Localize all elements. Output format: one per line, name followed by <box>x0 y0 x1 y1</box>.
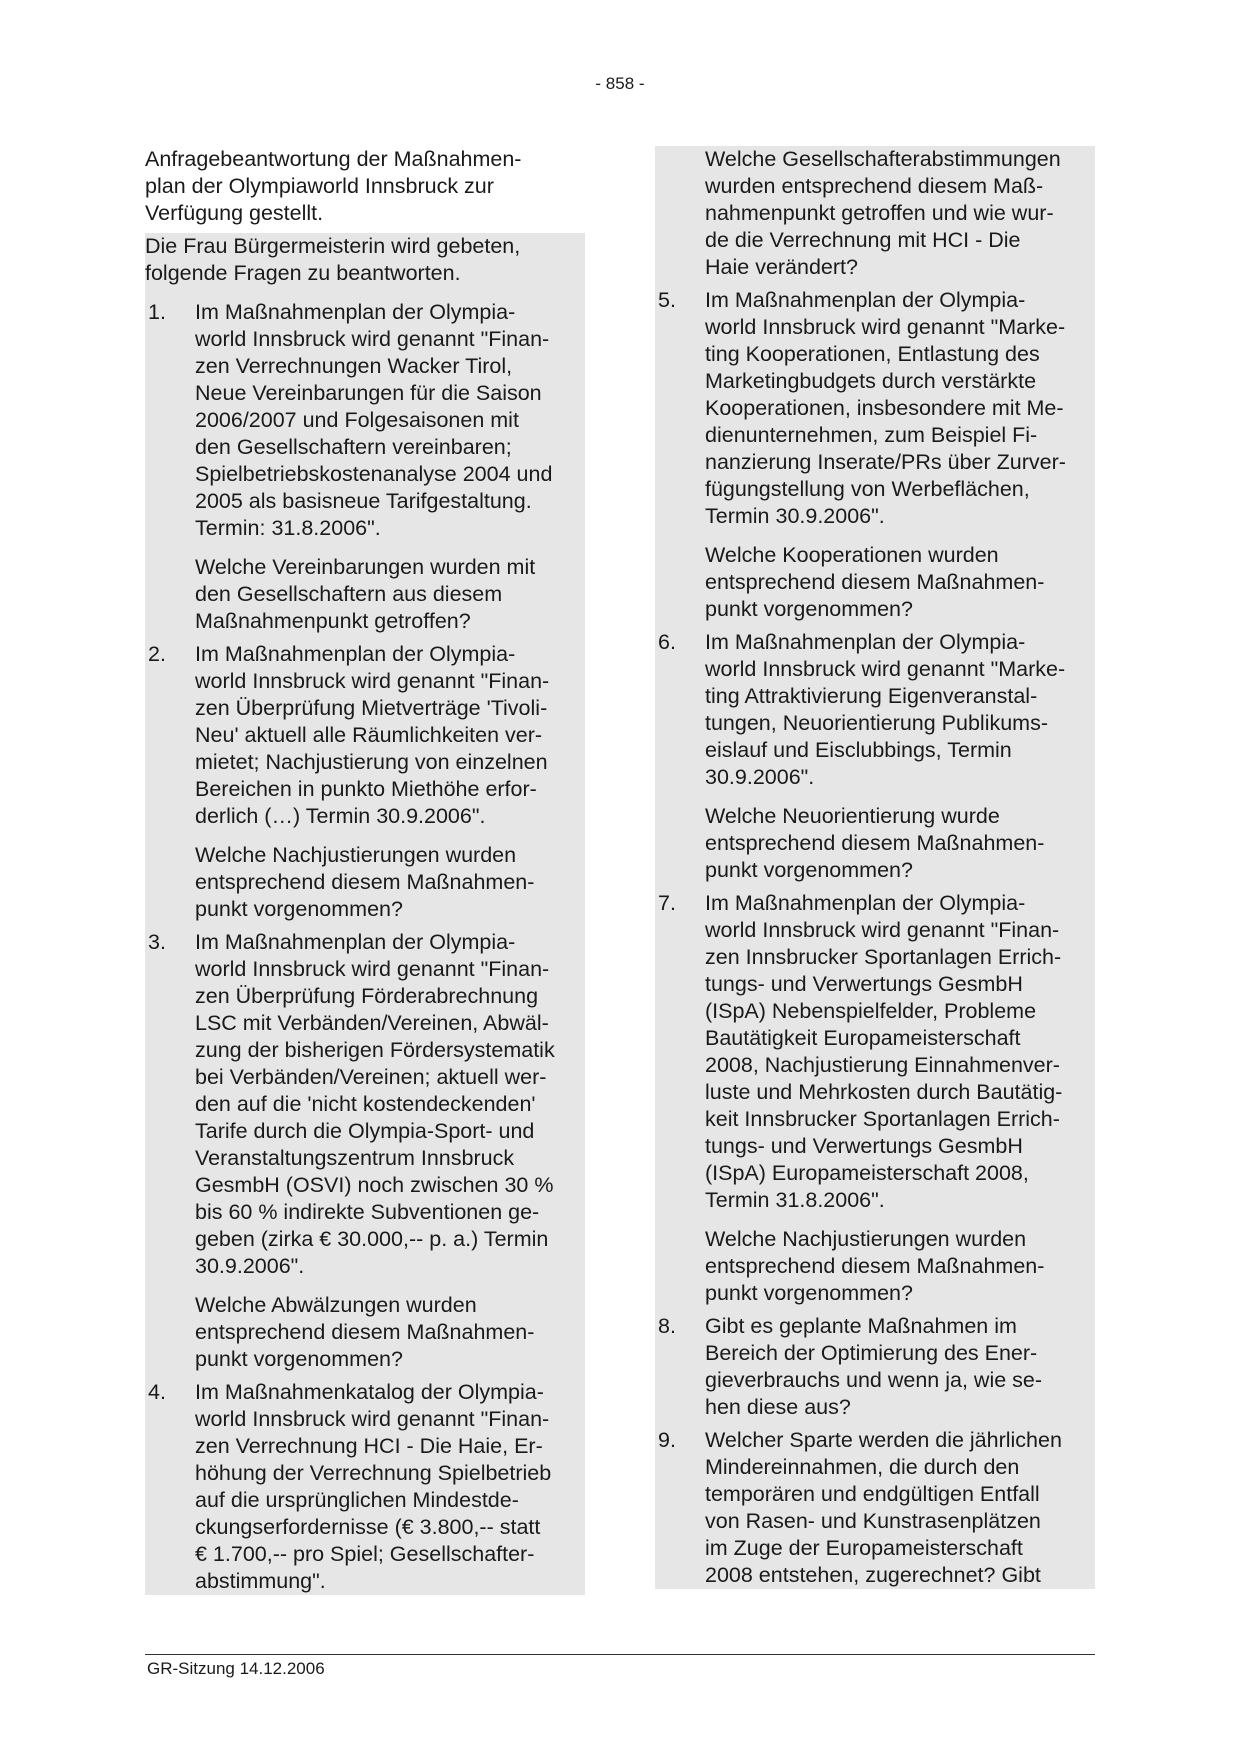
text-line: 30.9.2006". <box>195 1254 305 1278</box>
text-line: Im Maßnahmenkatalog der Olympia- <box>195 1380 544 1404</box>
text-line: geben (zirka € 30.000,-- p. a.) Termin <box>195 1227 549 1251</box>
text-line: Welche Nachjustierungen wurden <box>195 843 517 867</box>
question-item-6 <box>655 629 1095 791</box>
intro-paragraph <box>145 146 585 227</box>
question-text-1 <box>145 554 585 635</box>
text-line: Haie verändert? <box>705 255 858 279</box>
text-line: Bereichen in punkto Miethöhe erfor- <box>195 777 537 801</box>
page-number: - 858 - <box>595 74 645 93</box>
text-line: world Innsbruck wird genannt "Finan- <box>195 669 550 693</box>
text-line: zen Innsbrucker Sportanlagen Errich- <box>705 945 1062 969</box>
text-line: ckungserfordernisse (€ 3.800,-- statt <box>195 1515 541 1539</box>
question-text-7 <box>655 1226 1095 1307</box>
text-line: keit Innsbrucker Sportanlagen Errich- <box>705 1107 1060 1131</box>
text-line: Im Maßnahmenplan der Olympia- <box>195 930 516 954</box>
text-line: auf die ursprünglichen Mindestde- <box>195 1488 519 1512</box>
text-line: höhung der Verrechnung Spielbetrieb <box>195 1461 552 1485</box>
text-line: Welche Abwälzungen wurden <box>195 1293 477 1317</box>
text-line: entsprechend diesem Maßnahmen- <box>195 1320 535 1344</box>
text-line: de die Verrechnung mit HCI - Die <box>705 228 1021 252</box>
text-line: bis 60 % indirekte Subventionen ge- <box>195 1200 540 1224</box>
text-line: zung der bisherigen Fördersystematik <box>195 1038 555 1062</box>
text-line: (ISpA) Europameisterschaft 2008, <box>705 1161 1029 1185</box>
text-line: entsprechend diesem Maßnahmen- <box>705 570 1045 594</box>
question-item-3 <box>145 929 585 1280</box>
text-line: gieverbrauchs und wenn ja, wie se- <box>705 1368 1043 1392</box>
text-line: Im Maßnahmenplan der Olympia- <box>705 630 1026 654</box>
text-line: tungen, Neuorientierung Publikums- <box>705 711 1049 735</box>
text-line: world Innsbruck wird genannt "Finan- <box>195 327 550 351</box>
question-block <box>145 233 585 1595</box>
text-line: nanzierung Inserate/PRs über Zurver- <box>705 450 1066 474</box>
text-line: im Zuge der Europameisterschaft <box>705 1536 1023 1560</box>
text-line: Welche Kooperationen wurden <box>705 543 999 567</box>
text-line: Bautätigkeit Europameisterschaft <box>705 1026 1021 1050</box>
text-line: Verfügung gestellt. <box>145 201 324 225</box>
item-number: 5. <box>658 288 676 312</box>
item-number: 3. <box>148 930 166 954</box>
text-line: Welche Gesellschafterabstimmungen <box>705 147 1061 171</box>
text-line: hen diese aus? <box>705 1395 851 1419</box>
text-line: punkt vorgenommen? <box>195 897 403 921</box>
text-line: Termin 30.9.2006". <box>705 504 885 528</box>
text-line: plan der Olympiaworld Innsbruck zur <box>145 174 494 198</box>
text-line: Im Maßnahmenplan der Olympia- <box>195 642 516 666</box>
text-line: ting Attraktivierung Eigenveranstal- <box>705 684 1038 708</box>
text-line: den Gesellschaftern aus diesem <box>195 582 503 606</box>
text-line: Spielbetriebskostenanalyse 2004 und <box>195 462 553 486</box>
item-number: 2. <box>148 642 166 666</box>
item-number: 8. <box>658 1314 676 1338</box>
text-line: Die Frau Bürgermeisterin wird gebeten, <box>145 234 521 258</box>
footer-divider <box>145 1654 1095 1655</box>
question-text-5 <box>655 542 1095 623</box>
question-block <box>655 146 1095 1589</box>
question-item-5 <box>655 287 1095 530</box>
item-number: 7. <box>658 891 676 915</box>
question-text-3 <box>145 1292 585 1373</box>
text-line: ting Kooperationen, Entlastung des <box>705 342 1040 366</box>
text-line: luste und Mehrkosten durch Bautätig- <box>705 1080 1063 1104</box>
text-line: Mindereinnahmen, die durch den <box>705 1455 1020 1479</box>
item-number: 1. <box>148 300 166 324</box>
text-line: Im Maßnahmenplan der Olympia- <box>705 288 1026 312</box>
text-line: Bereich der Optimierung des Ener- <box>705 1341 1038 1365</box>
text-line: Welche Nachjustierungen wurden <box>705 1227 1027 1251</box>
item-number: 6. <box>658 630 676 654</box>
text-line: abstimmung". <box>195 1569 326 1593</box>
question-text-4 <box>655 146 1095 281</box>
text-line: 2008, Nachjustierung Einnahmenver- <box>705 1053 1060 1077</box>
text-line: Termin: 31.8.2006". <box>195 516 381 540</box>
text-line: 2008 entstehen, zugerechnet? Gibt <box>705 1563 1041 1587</box>
question-text-2 <box>145 842 585 923</box>
text-line: punkt vorgenommen? <box>705 858 913 882</box>
text-line: world Innsbruck wird genannt "Finan- <box>195 957 550 981</box>
text-line: bei Verbänden/Vereinen; aktuell wer- <box>195 1065 547 1089</box>
text-line: tungs- und Verwertungs GesmbH <box>705 972 1023 996</box>
text-line: den Gesellschaftern vereinbaren; <box>195 435 512 459</box>
text-line: world Innsbruck wird genannt "Finan- <box>195 1407 550 1431</box>
item-number: 9. <box>658 1428 676 1452</box>
text-line: 2006/2007 und Folgesaisonen mit <box>195 408 519 432</box>
text-line: mietet; Nachjustierung von einzelnen <box>195 750 548 774</box>
text-line: tungs- und Verwertungs GesmbH <box>705 1134 1023 1158</box>
text-line: punkt vorgenommen? <box>705 1281 913 1305</box>
text-line: derlich (…) Termin 30.9.2006". <box>195 804 486 828</box>
text-line: Neu' aktuell alle Räumlichkeiten ver- <box>195 723 543 747</box>
question-item-4 <box>145 1379 585 1595</box>
text-line: Anfragebeantwortung der Maßnahmen- <box>145 147 522 171</box>
text-line: entsprechend diesem Maßnahmen- <box>705 831 1045 855</box>
question-item-1 <box>145 299 585 542</box>
text-line: entsprechend diesem Maßnahmen- <box>195 870 535 894</box>
text-line: zen Verrechnung HCI - Die Haie, Er- <box>195 1434 543 1458</box>
text-line: Gibt es geplante Maßnahmen im <box>705 1314 1017 1338</box>
text-line: Welche Neuorientierung wurde <box>705 804 1000 828</box>
text-line: fügungstellung von Werbeflächen, <box>705 477 1030 501</box>
text-line: Welche Vereinbarungen wurden mit <box>195 555 536 579</box>
question-item-2 <box>145 641 585 830</box>
text-line: Neue Vereinbarungen für die Saison <box>195 381 542 405</box>
question-item-8 <box>655 1313 1095 1421</box>
text-line: von Rasen- und Kunstrasenplätzen <box>705 1509 1041 1533</box>
text-line: Tarife durch die Olympia-Sport- und <box>195 1119 535 1143</box>
text-line: Termin 31.8.2006". <box>705 1188 885 1212</box>
text-line: zen Überprüfung Förderabrechnung <box>195 984 539 1008</box>
text-line: Im Maßnahmenplan der Olympia- <box>195 300 516 324</box>
text-line: punkt vorgenommen? <box>705 597 913 621</box>
text-line: nahmenpunkt getroffen und wie wur- <box>705 201 1054 225</box>
text-line: Marketingbudgets durch verstärkte <box>705 369 1037 393</box>
text-line: 30.9.2006". <box>705 765 815 789</box>
text-line: den auf die 'nicht kostendeckenden' <box>195 1092 536 1116</box>
text-line: LSC mit Verbänden/Vereinen, Abwäl- <box>195 1011 549 1035</box>
text-line: zen Verrechnungen Wacker Tirol, <box>195 354 513 378</box>
left-column <box>145 146 585 1595</box>
text-line: Kooperationen, insbesondere mit Me- <box>705 396 1064 420</box>
text-line: entsprechend diesem Maßnahmen- <box>705 1254 1045 1278</box>
text-line: temporären und endgültigen Entfall <box>705 1482 1040 1506</box>
text-line: Veranstaltungszentrum Innsbruck <box>195 1146 515 1170</box>
text-line: € 1.700,-- pro Spiel; Gesellschafter- <box>195 1542 535 1566</box>
question-item-9 <box>655 1427 1095 1589</box>
text-line: (ISpA) Nebenspielfelder, Probleme <box>705 999 1037 1023</box>
request-paragraph <box>145 233 585 287</box>
text-line: eislauf und Eisclubbings, Termin <box>705 738 1012 762</box>
right-column <box>655 146 1095 1589</box>
item-number: 4. <box>148 1380 166 1404</box>
text-line: wurden entsprechend diesem Maß- <box>705 174 1044 198</box>
footer-session-date: GR-Sitzung 14.12.2006 <box>147 1659 325 1678</box>
question-item-7 <box>655 890 1095 1214</box>
text-line: world Innsbruck wird genannt "Finan- <box>705 918 1060 942</box>
text-line: GesmbH (OSVI) noch zwischen 30 % <box>195 1173 554 1197</box>
text-line: punkt vorgenommen? <box>195 1347 403 1371</box>
text-line: folgende Fragen zu beantworten. <box>145 261 461 285</box>
text-line: dienunternehmen, zum Beispiel Fi- <box>705 423 1038 447</box>
question-text-6 <box>655 803 1095 884</box>
text-line: Maßnahmenpunkt getroffen? <box>195 609 471 633</box>
text-line: 2005 als basisneue Tarifgestaltung. <box>195 489 532 513</box>
text-line: Welcher Sparte werden die jährlichen <box>705 1428 1062 1452</box>
text-line: zen Überprüfung Mietverträge 'Tivoli- <box>195 696 548 720</box>
text-line: world Innsbruck wird genannt "Marke- <box>705 657 1066 681</box>
text-line: Im Maßnahmenplan der Olympia- <box>705 891 1026 915</box>
text-line: world Innsbruck wird genannt "Marke- <box>705 315 1066 339</box>
